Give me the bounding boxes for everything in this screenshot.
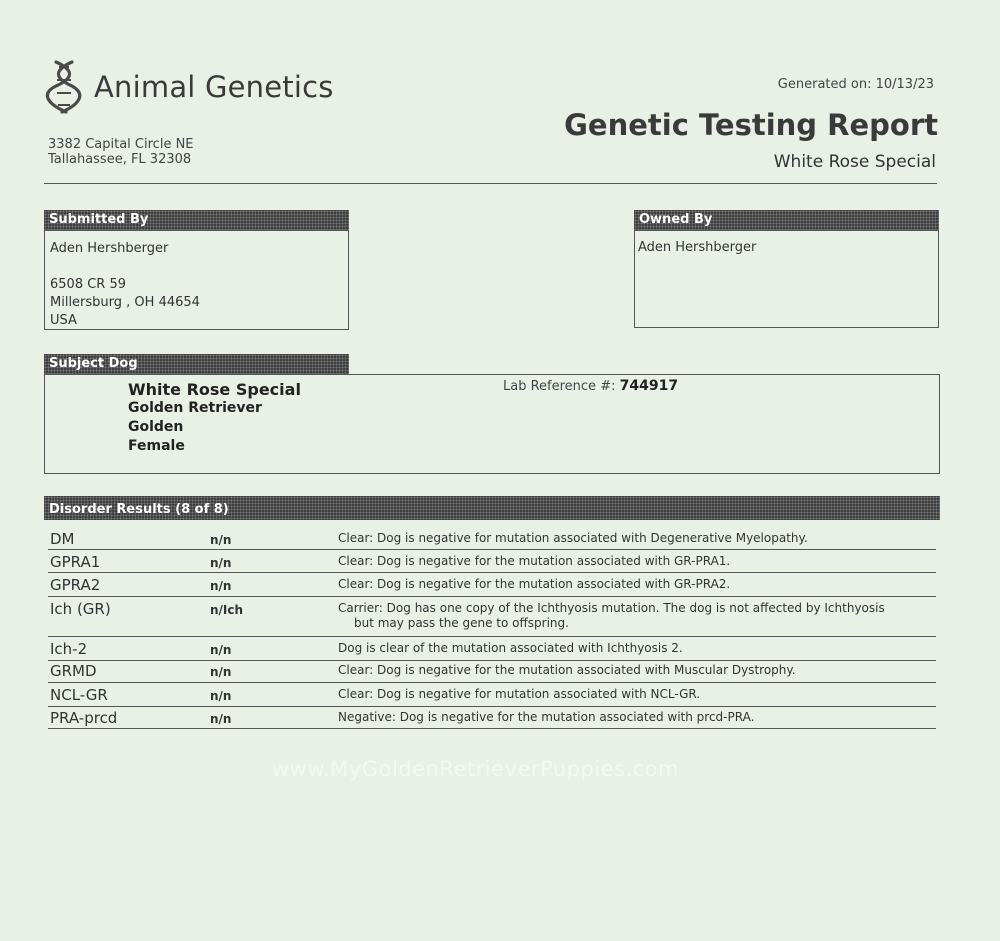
report-title: Genetic Testing Report [564,108,938,142]
disorder-description-line2: but may pass the gene to offspring. [354,616,569,630]
disorder-row [48,529,936,550]
disorder-result: n/n [210,579,232,593]
disorder-result: n/n [210,665,232,679]
disorder-code: PRA-prcd [50,709,118,727]
header-divider [44,183,937,184]
disorder-row [48,600,936,637]
submitted-by-header: Submitted By [44,210,349,230]
disorder-row [48,640,936,661]
submitter-city: Millersburg , OH 44654 [50,295,200,310]
disorder-code: DM [50,530,75,548]
disorder-code: NCL-GR [50,686,108,704]
disorder-description: Dog is clear of the mutation associated with Ichthyosis 2. [338,641,683,655]
disorder-row [48,709,936,729]
disorder-result: n/n [210,643,232,657]
owned-by-header: Owned By [634,210,939,230]
disorder-result: n/Ich [210,603,244,617]
disorder-result: n/n [210,712,232,726]
generated-date: Generated on: 10/13/23 [777,77,934,92]
disorder-description: Clear: Dog is negative for the mutation associated with Muscular Dystrophy. [338,663,796,677]
dog-name-value: White Rose Special [128,380,301,399]
disorder-code: Ich-2 [50,640,88,658]
submitter-name: Aden Hershberger [50,241,169,256]
disorder-row [48,686,936,707]
disorder-code: GRMD [50,662,97,680]
phenotype-value: Golden [128,419,184,435]
disorder-description-line1: Carrier: Dog has one copy of the Ichthyosis mutation. The dog is not affected by Ichthyosis [338,601,885,615]
company-address-line2: Tallahassee, FL 32308 [48,152,192,167]
disorder-code: Ich (GR) [50,600,111,618]
company-address [48,137,194,167]
owner-name: Aden Hershberger [638,240,757,255]
disorder-row [48,662,936,683]
submitted-by-details [50,240,200,330]
disorder-results-header: Disorder Results (8 of 8) [44,496,940,520]
company-name: Animal Genetics [94,70,334,104]
disorder-description: Clear: Dog is negative for the mutation associated with GR-PRA1. [338,554,731,568]
disorder-description: Clear: Dog is negative for mutation associated with NCL-GR. [338,687,701,701]
disorder-description: Negative: Dog is negative for the mutation associated with prcd-PRA. [338,710,755,724]
disorder-description: Clear: Dog is negative for the mutation associated with GR-PRA2. [338,577,731,591]
subject-dog-header: Subject Dog [44,354,349,374]
disorder-row [48,553,936,573]
report-subtitle: White Rose Special [773,152,936,172]
company-address-line1: 3382 Capital Circle NE [48,137,194,152]
watermark: www.MyGoldenRetrieverPuppies.com [272,757,679,781]
lab-reference [503,378,678,394]
disorder-code: GPRA2 [50,576,101,594]
submitter-country: USA [50,313,77,328]
dna-helix-logo-icon [44,58,84,120]
disorder-description [338,601,928,631]
lab-reference-value: 744917 [619,378,679,394]
lab-reference-label: Lab Reference #: [503,379,616,394]
breed-value: Golden Retriever [128,400,262,416]
disorder-result: n/n [210,533,232,547]
disorder-result: n/n [210,689,232,703]
disorder-row [48,576,936,597]
sex-value: Female [128,438,185,454]
submitter-street: 6508 CR 59 [50,277,127,292]
disorder-description: Clear: Dog is negative for mutation associated with Degenerative Myelopathy. [338,531,808,545]
disorder-code: GPRA1 [50,553,101,571]
disorder-result: n/n [210,556,232,570]
